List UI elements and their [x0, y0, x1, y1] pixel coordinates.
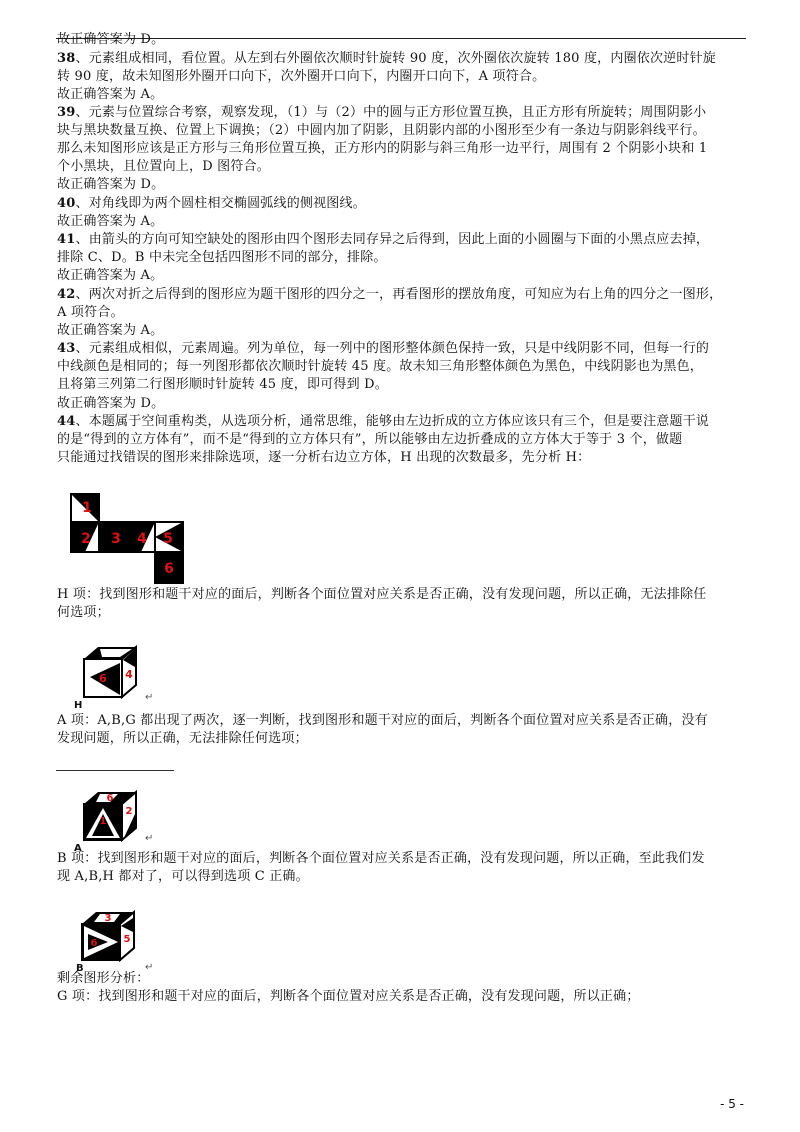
- line-text: 故正确答案为 A。: [57, 87, 164, 102]
- text-line: [57, 86, 747, 104]
- cube-a-top-number: 6: [106, 793, 114, 804]
- text-line: [57, 249, 747, 267]
- text-line: [57, 604, 747, 622]
- text-line: [57, 158, 747, 176]
- line-text: 、元素与位置综合考察，观察发现，（1）与（2）中的圆与正方形位置互换，且正方形有所旋转；周围阴影小: [75, 105, 707, 120]
- text-line: [57, 868, 747, 886]
- line-text: H 项：找到图形和题干对应的面后，判断各个面位置对应关系是否正确，没有发现问题，所以正确，无法排除任: [57, 587, 707, 602]
- line-text: 中线颜色是相同的；每一列图形都依次顺时针旋转 45 度。故未知三角形整体颜色为黑色，中线阴影也为黑色，: [57, 359, 704, 374]
- question-43-line: [57, 340, 747, 358]
- text-line: [57, 176, 747, 194]
- question-number: 43: [57, 341, 76, 356]
- text-line: [57, 122, 747, 140]
- line-text: 故正确答案为 A。: [57, 214, 164, 229]
- line-text: 、元素组成相同，看位置。从左到右外圈依次顺时针旋转 90 度，次外圈依次旋转 180 度，内圈依次逆时针旋: [75, 51, 716, 66]
- text-line: [57, 140, 747, 158]
- question-number: 41: [57, 232, 76, 247]
- cube-b-label: B: [76, 963, 84, 974]
- text-line: [57, 712, 747, 730]
- line-text: 、两次对折之后得到的图形应为题干图形的四分之一，再看图形的摆放角度，可知应为右上角的四分之一图形，: [75, 287, 723, 302]
- cube-a-label: A: [74, 843, 82, 854]
- net-face-1: 1: [82, 500, 92, 516]
- text-line: [57, 449, 747, 467]
- cube-b-side-number: 5: [123, 934, 131, 945]
- text-line: [57, 730, 747, 748]
- question-number: 44: [57, 414, 76, 429]
- line-text: 且将第三列第二行图形顺时针旋转 45 度，即可得到 D。: [57, 377, 388, 392]
- cube-h-label: H: [74, 700, 83, 711]
- text-line: [57, 586, 747, 604]
- text-line: [57, 322, 747, 340]
- cube-h-side-number: 4: [125, 668, 133, 681]
- line-text: 剩余图形分析：: [57, 971, 150, 986]
- line-text: 、对角线即为两个圆柱相交椭圆弧线的侧视图线。: [75, 196, 366, 211]
- return-mark: ↵: [145, 962, 154, 973]
- text-line: [57, 358, 747, 376]
- text-line: [57, 213, 747, 231]
- line-text: 块与黑块数量互换、位置上下调换；（2）中圆内加了阴影，且阴影内部的小图形至少有一条边与阴影斜线平行。: [57, 123, 706, 138]
- net-face-5: 5: [163, 531, 173, 547]
- line-text: G 项：找到图形和题干对应的面后，判断各个面位置对应关系是否正确，没有发现问题，所以正确；: [57, 989, 640, 1004]
- line-text: 故正确答案为 D。: [57, 177, 165, 192]
- question-42-line: [57, 286, 747, 304]
- line-text: 现 A,B,H 都对了，可以得到选项 C 正确。: [57, 869, 309, 884]
- text-line: [57, 304, 747, 322]
- net-face-3: 3: [111, 531, 121, 547]
- net-face-6: 6: [164, 561, 174, 577]
- question-40-line: [57, 195, 747, 213]
- question-number: 39: [57, 105, 76, 120]
- cube-h-figure: [82, 645, 138, 699]
- page-number: - 5 -: [720, 1097, 744, 1111]
- question-number: 40: [57, 196, 76, 211]
- line-text: 个小黑块，且位置向上，D 图符合。: [57, 159, 270, 174]
- text-line: [57, 395, 747, 413]
- text-line: [57, 850, 747, 868]
- line-text: 转 90 度，故未知图形外圈开口向下，次外圈开口向下，内圈开口向下，A 项符合。: [57, 69, 546, 84]
- question-number: 38: [57, 51, 76, 66]
- question-38-line: [57, 50, 747, 68]
- line-text: 故正确答案为 A。: [57, 323, 164, 338]
- line-text: 的是“得到的立方体有”，而不是“得到的立方体只有”，所以能够由左边折叠成的立方体大于等于 3 个，做题: [57, 432, 683, 447]
- line-text: 只能通过找错误的图形来排除选项，逐一分析右边立方体，H 出现的次数最多，先分析 H：: [57, 450, 591, 465]
- line-text: A 项符合。: [57, 305, 124, 320]
- text-line: [57, 31, 747, 49]
- return-mark: ↵: [145, 833, 154, 844]
- cube-h-front-number: 6: [99, 672, 107, 685]
- cube-a-front-number: 1: [99, 816, 107, 827]
- text-line: [57, 68, 747, 86]
- footnote-rule: [56, 770, 174, 771]
- text-line: [57, 970, 747, 988]
- question-44-line: [57, 413, 747, 431]
- question-41-line: [57, 231, 747, 249]
- text-line: [57, 988, 747, 1006]
- question-number: 42: [57, 287, 76, 302]
- return-mark: ↵: [145, 692, 154, 703]
- line-text: 、元素组成相似，元素周遍。列为单位，每一列中的图形整体颜色保持一致，只是中线阴影不同，但每一行的: [75, 341, 710, 356]
- line-text: 发现问题，所以正确，无法排除任何选项；: [57, 731, 308, 746]
- cube-a-side-number: 2: [125, 806, 133, 817]
- question-39-line: [57, 104, 747, 122]
- line-text: B 项：找到图形和题干对应的面后，判断各个面位置对应关系是否正确，没有发现问题，所以正确，至此我们发: [57, 851, 705, 866]
- net-face-2: 2: [81, 531, 91, 547]
- line-text: 、本题属于空间重构类，从选项分析，通常思维，能够由左边折成的立方体应该只有三个，但是要注意题干说: [75, 414, 710, 429]
- line-text: A 项：A,B,G 都出现了两次，逐一判断，找到图形和题干对应的面后，判断各个面位置对应关系是否正确，没有: [57, 713, 708, 728]
- line-text: 故正确答案为 A。: [57, 268, 164, 283]
- line-text: 故正确答案为 D。: [57, 32, 165, 47]
- text-line: [57, 376, 747, 394]
- line-text: 那么未知图形应该是正方形与三角形位置互换，正方形内的阴影与斜三角形一边平行，周围有 2 个阴影小块和 1: [57, 141, 708, 156]
- line-text: 排除 C、D。B 中未完全包括四图形不同的部分，排除。: [57, 250, 387, 265]
- line-text: 何选项；: [57, 605, 110, 620]
- cube-b-top-number: 3: [104, 913, 112, 924]
- net-face-4: 4: [137, 531, 147, 547]
- line-text: 、由箭头的方向可知空缺处的图形由四个图形去同存异之后得到，因此上面的小圆圈与下面的小黑点应去掉，: [75, 232, 710, 247]
- cube-net-figure: [70, 493, 186, 585]
- cube-a-figure: [82, 790, 138, 842]
- cube-b-figure: [80, 910, 136, 962]
- text-line: [57, 267, 747, 285]
- cube-b-front-number: 6: [90, 938, 98, 949]
- text-line: [57, 431, 747, 449]
- line-text: 故正确答案为 D。: [57, 396, 165, 411]
